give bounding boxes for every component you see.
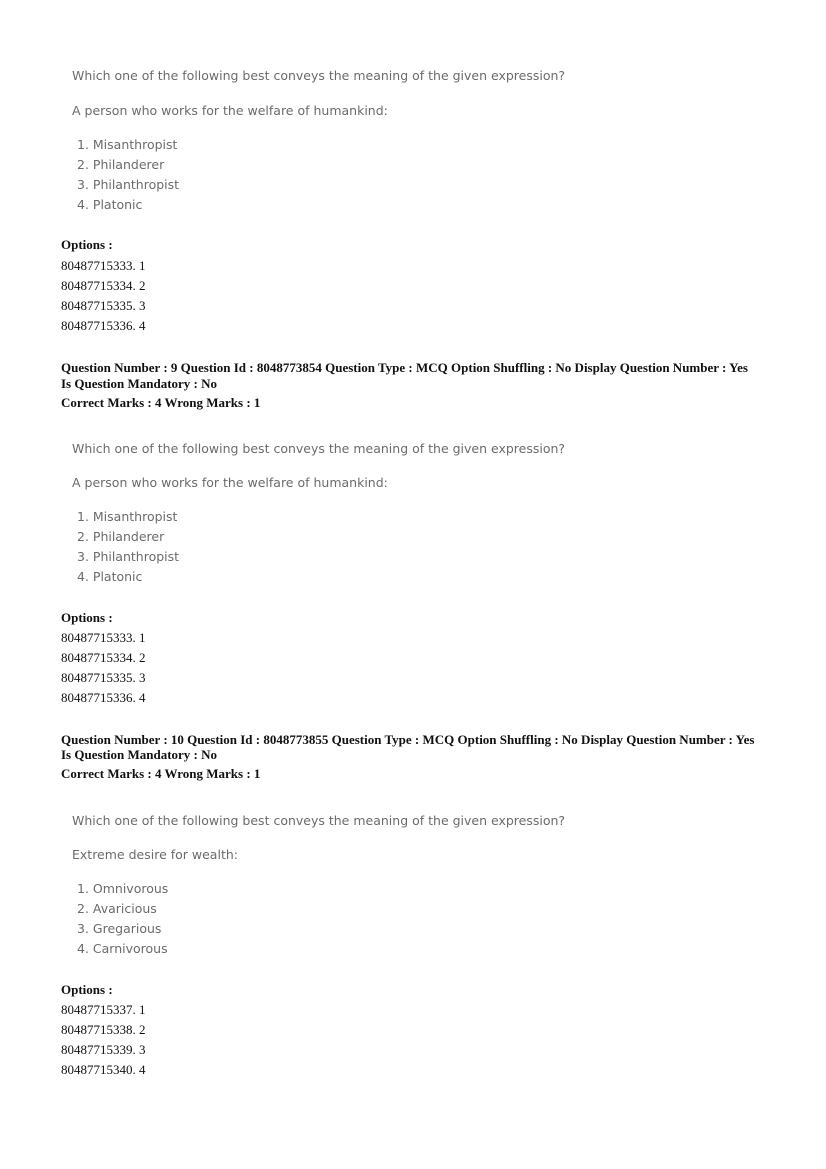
- options-label: Options :: [61, 610, 113, 625]
- mandatory-line: Is Question Mandatory : No: [61, 376, 218, 391]
- question-meta-line: Question Number : 10 Question Id : 8048773855 Question Type : MCQ Option Shuffling : No Display Question Number : Yes: [61, 732, 755, 747]
- choice-item: 1. Omnivorous: [77, 881, 169, 896]
- question-prompt: A person who works for the welfare of humankind:: [72, 475, 388, 490]
- option-row: 80487715335. 3: [61, 670, 146, 685]
- question-prompt: Extreme desire for wealth:: [72, 847, 238, 862]
- choice-item: 4. Platonic: [77, 569, 143, 584]
- question-prompt: A person who works for the welfare of humankind:: [72, 103, 388, 118]
- options-label: Options :: [61, 982, 113, 997]
- option-row: 80487715336. 4: [61, 690, 146, 705]
- choice-item: 3. Gregarious: [77, 921, 162, 936]
- option-row: 80487715334. 2: [61, 278, 146, 293]
- marks-line: Correct Marks : 4 Wrong Marks : 1: [61, 766, 261, 781]
- choice-item: 2. Philanderer: [77, 529, 165, 544]
- question-stem: Which one of the following best conveys the meaning of the given expression?: [72, 813, 566, 828]
- choice-item: 2. Philanderer: [77, 157, 165, 172]
- choice-item: 4. Carnivorous: [77, 941, 168, 956]
- option-row: 80487715335. 3: [61, 298, 146, 313]
- option-row: 80487715336. 4: [61, 318, 146, 333]
- choice-item: 3. Philanthropist: [77, 177, 180, 192]
- marks-line: Correct Marks : 4 Wrong Marks : 1: [61, 395, 261, 410]
- question-meta-line: Question Number : 9 Question Id : 8048773854 Question Type : MCQ Option Shuffling : No Display Question Number : Yes: [61, 360, 748, 375]
- option-row: 80487715340. 4: [61, 1062, 146, 1077]
- mandatory-line: Is Question Mandatory : No: [61, 747, 218, 762]
- option-row: 80487715333. 1: [61, 258, 146, 273]
- choice-item: 4. Platonic: [77, 197, 143, 212]
- option-row: 80487715333. 1: [61, 630, 146, 645]
- option-row: 80487715337. 1: [61, 1002, 146, 1017]
- choice-item: 1. Misanthropist: [77, 509, 178, 524]
- option-row: 80487715339. 3: [61, 1042, 146, 1057]
- question-stem: Which one of the following best conveys the meaning of the given expression?: [72, 68, 566, 83]
- option-row: 80487715334. 2: [61, 650, 146, 665]
- options-label: Options :: [61, 237, 113, 252]
- option-row: 80487715338. 2: [61, 1022, 146, 1037]
- question-stem: Which one of the following best conveys the meaning of the given expression?: [72, 441, 566, 456]
- choice-item: 3. Philanthropist: [77, 549, 180, 564]
- choice-item: 1. Misanthropist: [77, 137, 178, 152]
- choice-item: 2. Avaricious: [77, 901, 157, 916]
